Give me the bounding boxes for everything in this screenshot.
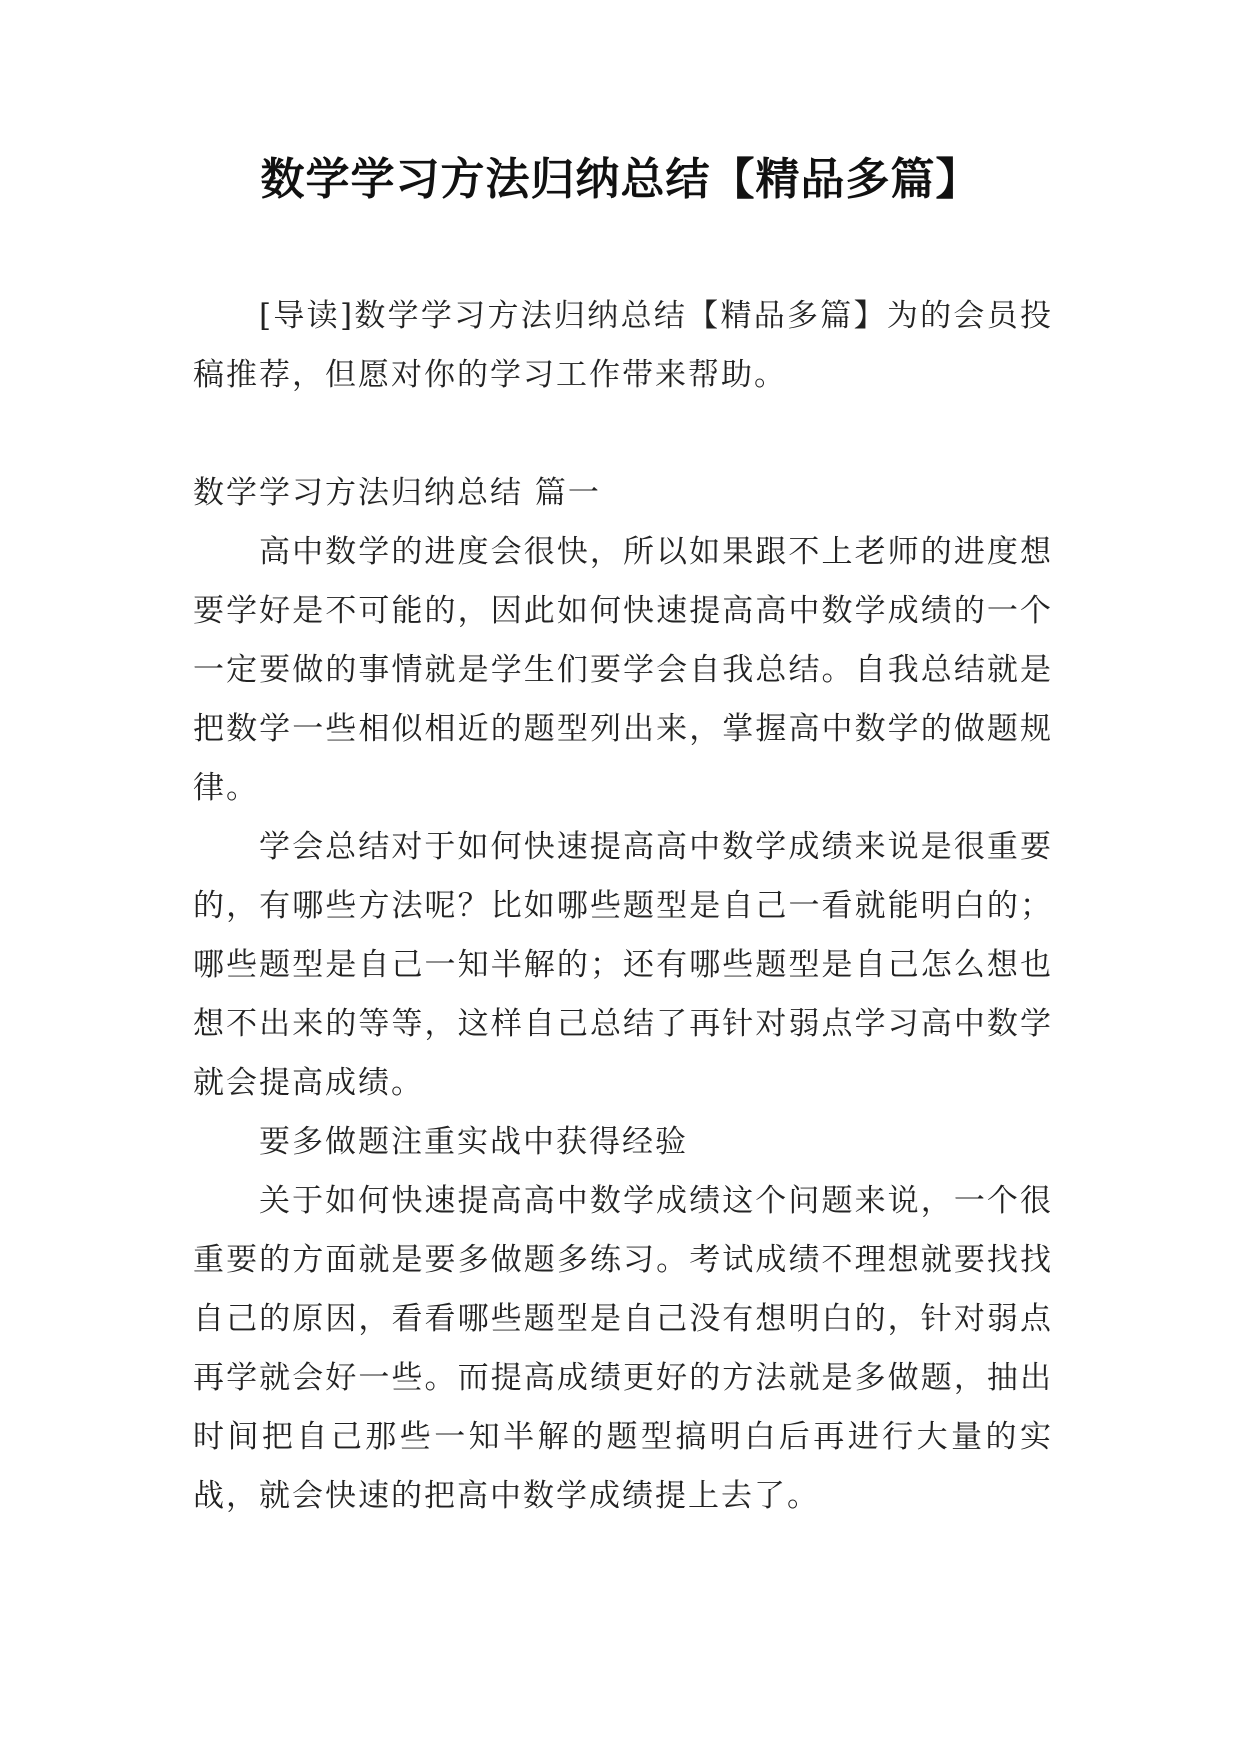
body-paragraph-3: 关于如何快速提高高中数学成绩这个问题来说，一个很重要的方面就是要多做题多练习。考试成绩不理想就要找找自己的原因，看看哪些题型是自己没有想明白的，针对弱点再学就会好一些。而提高成绩更好的方法就是多做题，抽出时间把自己那些一知半解的题型搞明白后再进行大量的实战，就会快速的把高中数学成绩提上去了。 [193, 1183, 1053, 1514]
intro-paragraph: [导读]数学学习方法归纳总结【精品多篇】为的会员投稿推荐，但愿对你的学习工作带来帮助。 [193, 298, 1053, 393]
subheading-paragraph: 要多做题注重实战中获得经验 [259, 1124, 688, 1160]
intro-block [193, 287, 1053, 405]
body-paragraph-1: 高中数学的进度会很快，所以如果跟不上老师的进度想要学好是不可能的，因此如何快速提高高中数学成绩的一个一定要做的事情就是学生们要学会自我总结。自我总结就是把数学一些相似相近的题型列出来，掌握高中数学的做题规律。 [193, 534, 1053, 806]
section-heading: 数学学习方法归纳总结 篇一 [193, 475, 601, 511]
section-block [193, 464, 1053, 1526]
document-title: 数学学习方法归纳总结【精品多篇】 [260, 154, 981, 205]
body-paragraph-2: 学会总结对于如何快速提高高中数学成绩来说是很重要的，有哪些方法呢？比如哪些题型是自己一看就能明白的；哪些题型是自己一知半解的；还有哪些题型是自己怎么想也想不出来的等等，这样自己总结了再针对弱点学习高中数学就会提高成绩。 [193, 829, 1053, 1101]
